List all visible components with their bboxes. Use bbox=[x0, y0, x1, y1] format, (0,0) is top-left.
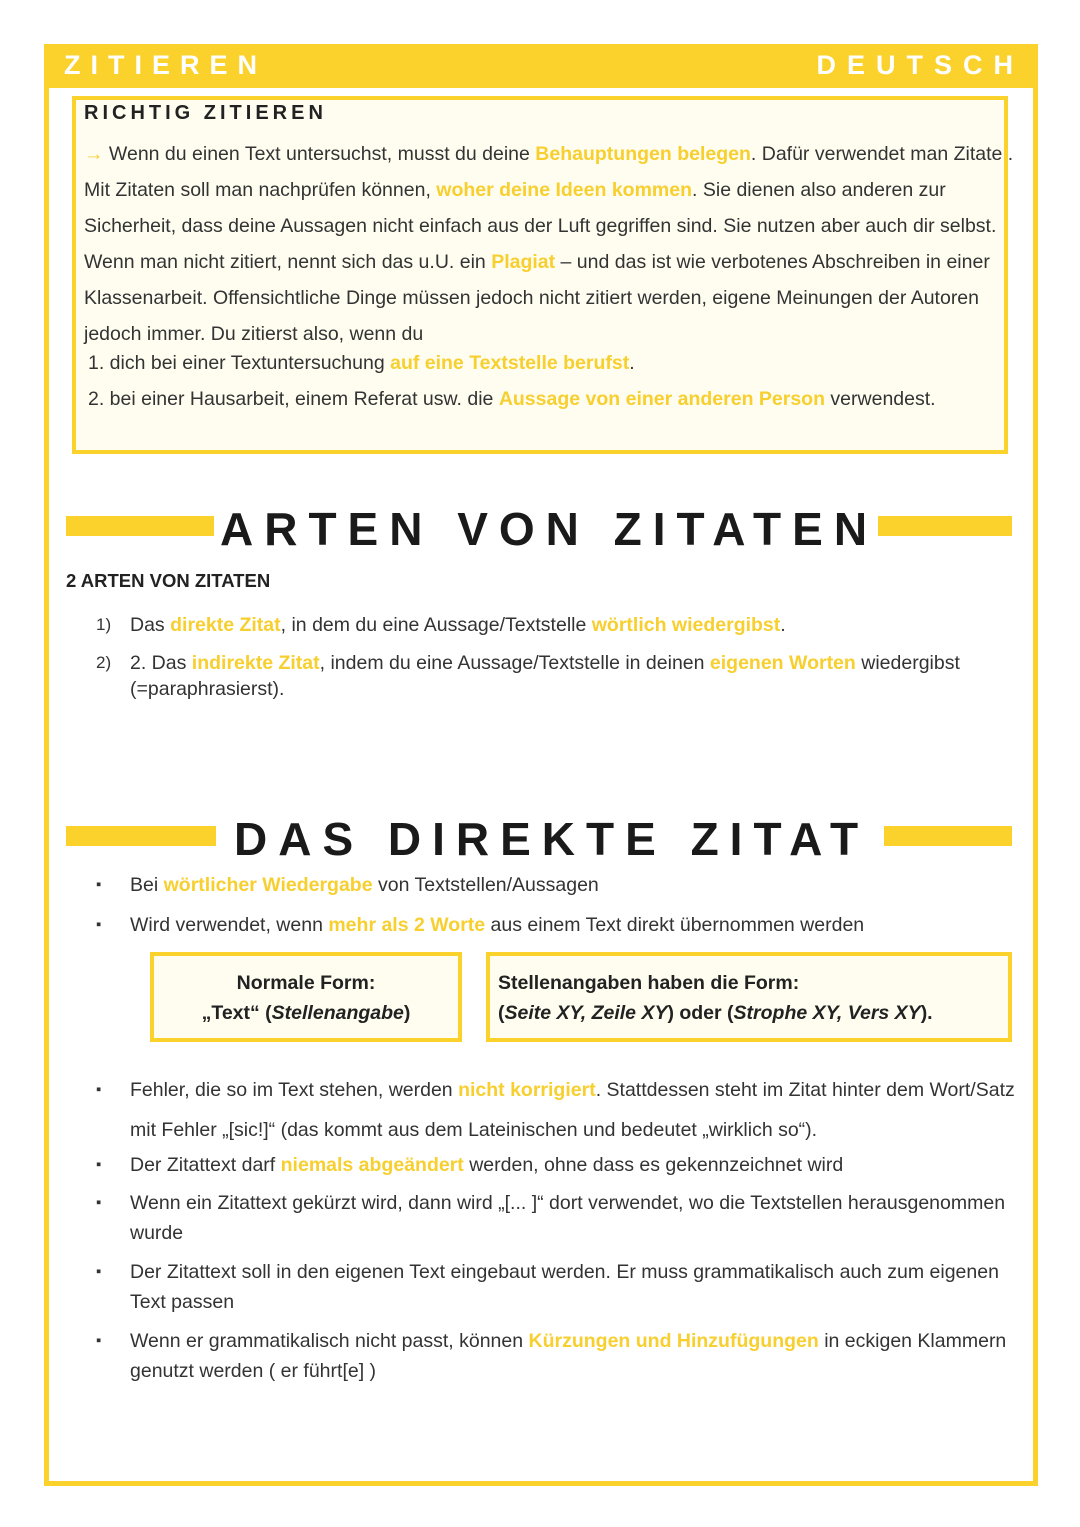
header-bar bbox=[44, 44, 1038, 88]
normal-form-title: Normale Form: bbox=[236, 972, 376, 994]
normal-form-box bbox=[150, 952, 462, 1042]
list-text: Das direkte Zitat, in dem du eine Aussage/Textstelle wörtlich wiedergibst. bbox=[130, 614, 786, 636]
arten-heading: ARTEN VON ZITATEN bbox=[220, 503, 879, 555]
bullet-icon: ▪ bbox=[96, 1156, 102, 1173]
intro-list-item: 1. dich bei einer Textuntersuchung auf eine Textstelle berufst. bbox=[88, 352, 635, 374]
intro-text: . Sie dienen also anderen zur Sicherheit, dass deine Aussagen nicht einfach aus der Luft gegriffen sind. Sie nutzen aber auch dir selbst. Wenn man nicht zitiert, nennt sich das u.U. ein bbox=[84, 179, 997, 273]
header-topic: ZITIEREN bbox=[64, 50, 268, 80]
citation-form-example: (Seite XY, Zeile XY) oder (Strophe XY, Vers XY). bbox=[498, 1002, 933, 1024]
list-text: 2. Das indirekte Zitat, indem du eine Aussage/Textstelle in deinen eigenen Worten wiedergibst (=paraphrasierst). bbox=[130, 652, 960, 700]
heading-bar-left bbox=[66, 516, 214, 536]
intro-text: Wenn du einen Text untersuchst, musst du deine bbox=[108, 143, 536, 165]
list-number: 2) bbox=[96, 653, 112, 672]
bullet-icon: ▪ bbox=[96, 916, 102, 933]
bullet-icon: ▪ bbox=[96, 1194, 102, 1211]
intro-list-item: 2. bei einer Hausarbeit, einem Referat usw. die Aussage von einer anderen Person verwendest. bbox=[88, 388, 936, 410]
intro-highlight: Behauptungen belegen bbox=[535, 143, 751, 165]
header-subject: DEUTSCH bbox=[816, 50, 1024, 80]
bullet-icon: ▪ bbox=[96, 876, 102, 893]
citation-form-box bbox=[486, 952, 1012, 1042]
list-number: 1) bbox=[96, 615, 112, 634]
arten-subheading: 2 ARTEN VON ZITATEN bbox=[66, 570, 271, 591]
intro-text: – und das ist wie verbotenes Abschreiben in einer Klassenarbeit. Offensichtliche Dinge müssen jedoch nicht zitiert werden, eigene Meinungen der Autoren jedoch immer. Du zitierst also, wenn du bbox=[84, 251, 990, 345]
citation-form-title: Stellenangaben haben die Form: bbox=[498, 972, 800, 994]
direkt-heading: DAS DIREKTE ZITAT bbox=[234, 813, 870, 865]
intro-text: . Dafür verwendet man Zitate . Mit Zitaten soll man nachprüfen können, bbox=[84, 143, 1014, 201]
bullet-icon: ▪ bbox=[96, 1081, 102, 1098]
heading-bar-right bbox=[884, 826, 1012, 846]
heading-bar-right bbox=[878, 516, 1012, 536]
intro-title: RICHTIG ZITIEREN bbox=[84, 102, 327, 124]
bullet-icon: ▪ bbox=[96, 1263, 102, 1280]
arrow-icon: → bbox=[84, 143, 104, 165]
intro-highlight: Plagiat bbox=[491, 251, 556, 273]
intro-box bbox=[72, 96, 1014, 454]
bullet-icon: ▪ bbox=[96, 1332, 102, 1349]
intro-highlight: woher deine Ideen kommen bbox=[436, 179, 693, 201]
intro-paragraph bbox=[84, 136, 1014, 352]
normal-form-example: „Text“ (Stellenangabe) bbox=[201, 1002, 411, 1024]
heading-bar-left bbox=[66, 826, 216, 846]
